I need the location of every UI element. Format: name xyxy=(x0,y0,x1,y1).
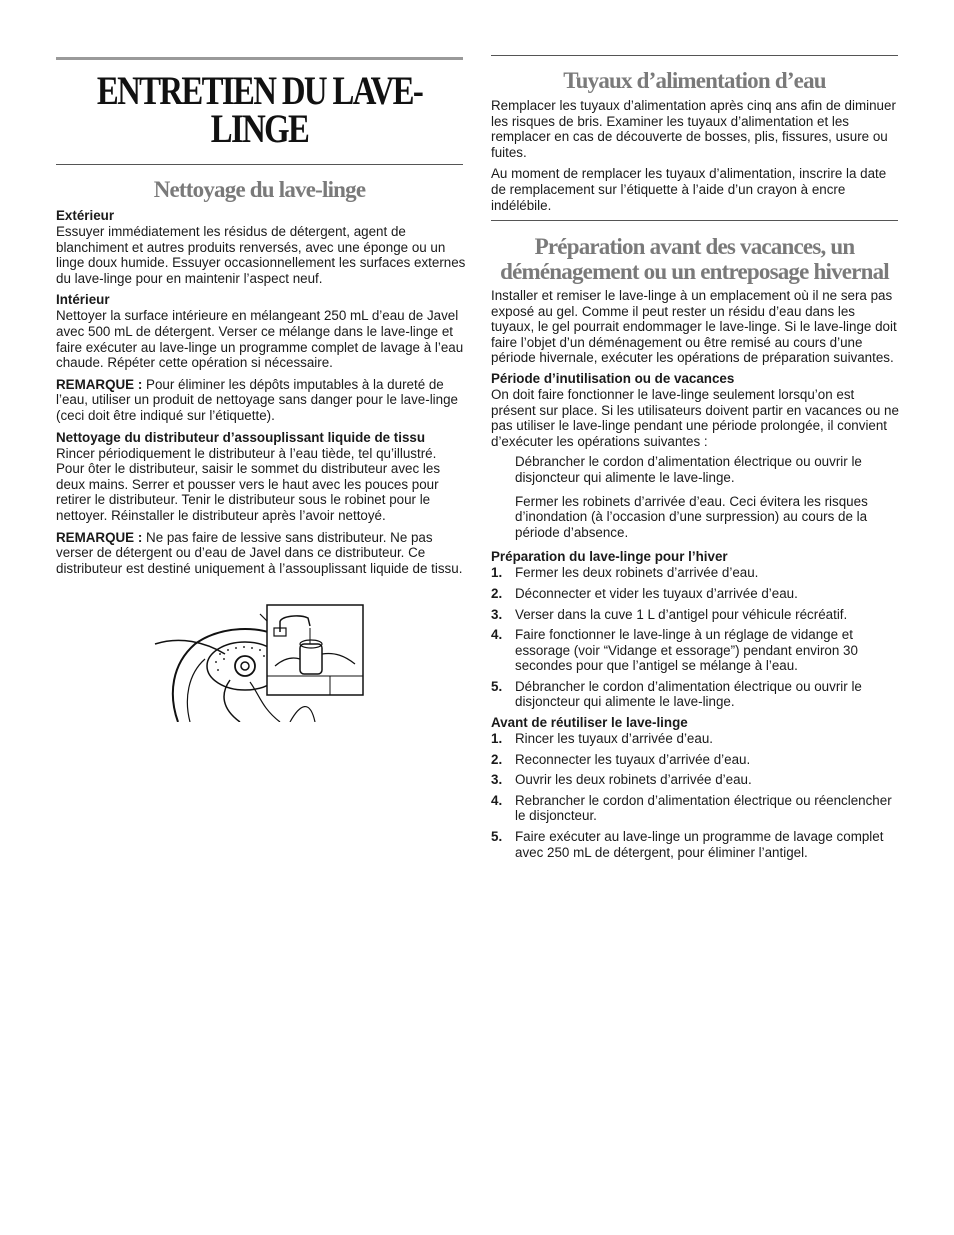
list-item xyxy=(491,627,901,674)
dispenser-rinse-illustration xyxy=(150,604,365,722)
step-text: Verser dans la cuve 1 L d’antigel pour véhicule récréatif. xyxy=(515,606,848,622)
step-text: Ouvrir les deux robinets d’arrivée d’eau. xyxy=(515,772,752,788)
reuse-steps xyxy=(491,731,901,860)
winter-steps xyxy=(491,565,901,710)
winter-subheading: Préparation du lave-linge pour l’hiver xyxy=(491,549,728,565)
dispenser-subheading: Nettoyage du distributeur d’assouplissant liquide de tissu xyxy=(56,429,426,445)
list-item xyxy=(491,752,901,768)
step-text: Faire exécuter au lave-linge un programme de lavage complet avec 250 mL de détergent, pour éliminer l’antigel. xyxy=(515,829,884,860)
list-item xyxy=(491,586,901,602)
dispenser-note-text: Ne pas faire de lessive sans distributeur. Ne pas verser de détergent ou d’eau de Javel dans ce distributeur. Ce distributeur est destiné uniquement à l’assouplissant liquide de tissu. xyxy=(56,529,463,576)
step-text: Rincer les tuyaux d’arrivée d’eau. xyxy=(515,731,713,747)
list-item xyxy=(491,793,901,824)
step-number: 3. xyxy=(491,606,503,622)
step-text: Rebrancher le cordon d’alimentation électrique ou réenclencher le disjoncteur. xyxy=(515,792,892,824)
exterior-text: Essuyer immédiatement les résidus de détergent, agent de blanchiment et autres produits renversés, avec une éponge ou un linge doux humide. Essuyer occasionnellement les surfaces externes du lave-linge pour en maintenir l’aspect neuf. xyxy=(56,224,466,286)
cleaning-heading: Nettoyage du lave-linge xyxy=(153,177,366,202)
step-number: 3. xyxy=(491,772,503,788)
step-number: 2. xyxy=(491,751,503,767)
step-number: 1. xyxy=(491,731,503,747)
step-text: Faire fonctionner le lave-linge à un réglage de vidange et essorage (voir “Vidange et essorage”) pendant environ 30 secondes pour que l’antigel se mélange à l’eau. xyxy=(515,627,858,674)
page-title xyxy=(93,68,427,151)
dispenser-note-label: REMARQUE : xyxy=(56,529,143,545)
interior-subheading: Intérieur xyxy=(56,292,110,308)
step-text: Fermer les deux robinets d’arrivée d’eau. xyxy=(515,565,759,581)
step-number: 4. xyxy=(491,627,503,643)
vacation-heading-line1: Préparation avant des vacances, un xyxy=(534,234,855,259)
dispenser-text: Rincer périodiquement le distributeur à l’eau tiède, tel qu’illustré. Pour ôter le distributeur, saisir le sommet du distributeur avec les deux mains. Serrer et pousser vers le haut avec les pouces pour retirer le distributeur. Tenir le distributeur sous le robinet pour le nettoyer. Réinstaller le distributeur après l’avoir nettoyé. xyxy=(56,445,441,523)
interior-note-text: Pour éliminer les dépôts imputables à la dureté de l’eau, utiliser un produit de nettoyage sans danger pour le lave-linge (ceci doit être indiqué sur l’étiquette). xyxy=(56,376,458,423)
step-text: Déconnecter et vider les tuyaux d’arrivée d’eau. xyxy=(515,585,798,601)
list-item xyxy=(491,829,901,860)
vacation-heading-line2: déménagement ou un entreposage hivernal xyxy=(500,259,889,284)
step-text: Reconnecter les tuyaux d’arrivée d’eau. xyxy=(515,751,751,767)
top-rule-right xyxy=(491,55,898,56)
step-number: 1. xyxy=(491,565,503,581)
reuse-subheading: Avant de réutiliser le lave-linge xyxy=(491,715,688,731)
list-item xyxy=(491,731,901,747)
step-number: 2. xyxy=(491,585,503,601)
nonuse-item-1: Débrancher le cordon d’alimentation électrique ou ouvrir le disjoncteur qui alimente le lave-linge. xyxy=(515,454,862,485)
list-item xyxy=(491,679,901,710)
page-title-line2: LINGE xyxy=(210,106,309,151)
step-text: Débrancher le cordon d’alimentation électrique ou ouvrir le disjoncteur qui alimente le lave-linge. xyxy=(515,678,862,710)
interior-note xyxy=(56,377,466,424)
hoses-section xyxy=(491,98,901,213)
section-rule-right xyxy=(491,220,898,221)
step-number: 5. xyxy=(491,678,503,694)
cleaning-section xyxy=(56,208,466,576)
list-item xyxy=(491,772,901,788)
step-number: 4. xyxy=(491,792,503,808)
dispenser-note xyxy=(56,530,466,577)
page-title-line1: ENTRETIEN DU LAVE- xyxy=(96,68,423,113)
nonuse-item-2: Fermer les robinets d’arrivée d’eau. Ceci évitera les risques d’inondation (à l’occasion d’une surpression) au cours de la période d’absence. xyxy=(515,493,868,540)
section-rule-left xyxy=(56,164,463,165)
hoses-paragraph-2: Au moment de remplacer les tuyaux d’alimentation, inscrire la date de remplacement sur l’étiquette à l’aide d’un crayon à encre indélébile. xyxy=(491,166,887,213)
hoses-heading: Tuyaux d’alimentation d’eau xyxy=(563,68,826,93)
nonuse-text: On doit faire fonctionner le lave-linge seulement lorsqu’on est présent sur place. Si les utilisateurs doivent partir en vacances ou ne pas utiliser le lave-linge pendant une période prolongée, il convient d’exécuter les opérations suivantes : xyxy=(491,386,899,449)
vacation-heading xyxy=(491,234,898,284)
interior-text: Nettoyer la surface intérieure en mélangeant 250 mL d’eau de Javel avec 500 mL de détergent. Verser ce mélange dans le lave-linge et faire exécuter au lave-linge un programme complet de lavage à l’eau chaude. Répéter cette opération si nécessaire. xyxy=(56,308,464,371)
exterior-subheading: Extérieur xyxy=(56,208,115,223)
top-rule-left xyxy=(56,57,463,60)
step-number: 5. xyxy=(491,829,503,845)
list-item xyxy=(491,565,901,581)
vacation-intro: Installer et remiser le lave-linge à un emplacement où il ne sera pas exposé au gel. Comme il peut rester un résidu d’eau dans les tuyaux, le gel pourrait endommager le lave-linge. Si le lave-linge doit faire l’objet d’un déménagement ou être remisé au cours d’une période hivernale, exécuter les opérations de préparation suivantes. xyxy=(491,288,897,366)
hoses-paragraph-1: Remplacer les tuyaux d’alimentation après cinq ans afin de diminuer les risques de bris. Examiner les tuyaux d’alimentation et les remplacer en cas de découverte de bosses, plis, fissures, usure ou fuites. xyxy=(491,98,896,160)
interior-note-label: REMARQUE : xyxy=(56,376,143,392)
list-item xyxy=(491,607,901,623)
nonuse-subheading: Période d’inutilisation ou de vacances xyxy=(491,370,735,386)
vacation-section xyxy=(491,288,901,865)
